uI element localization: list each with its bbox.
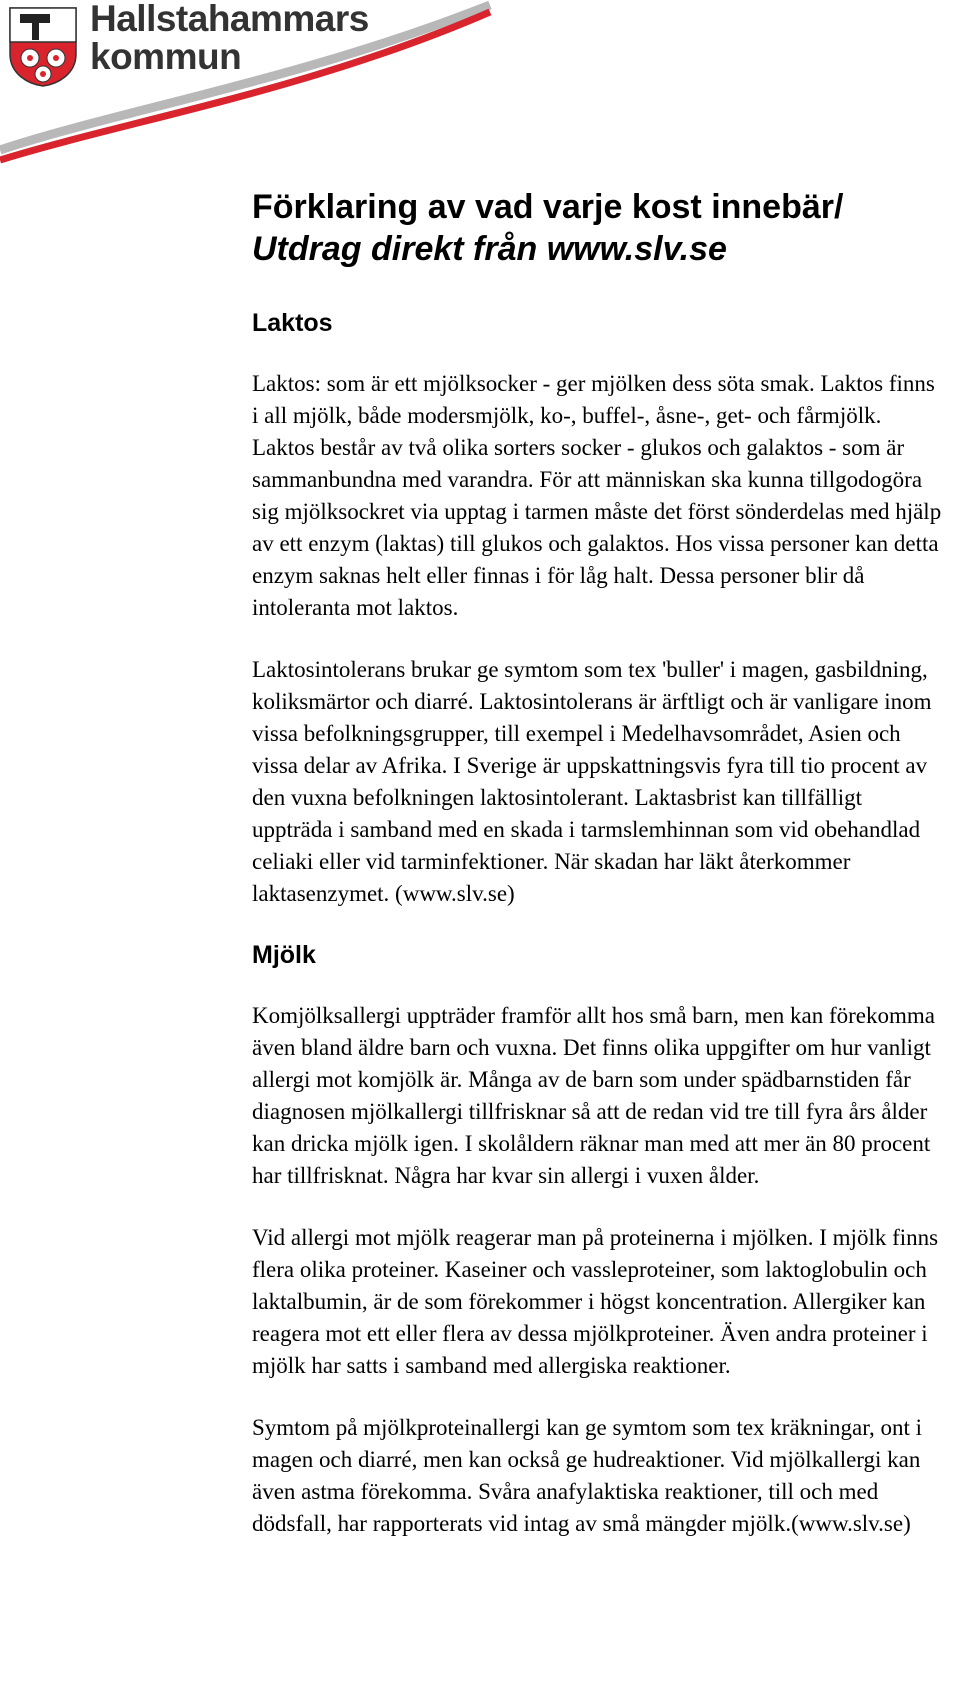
municipal-coat-of-arms-icon [8,6,78,88]
laktos-paragraph-2: Laktosintolerans brukar ge symtom som tex 'buller' i magen, gasbildning, koliksmärtor och diarré. Laktosintolerans är ärftligt och är vanligare inom vissa befolkningsgrupper, till exempel i Medelhavsområdet, Asien och vissa delar av Afrika. I Sverige är uppskattningsvis fyra till tio procent av den vuxna befolkningen laktosintolerant. Laktasbrist kan tillfälligt uppträda i samband med en skada i tarmslemhinnan som vid obehandlad celiaki eller vid tarminfektioner. När skadan har läkt återkommer laktasenzymet. (www.slv.se) [252,657,932,906]
document-body [252,186,942,1540]
laktos-paragraph-1: Laktos: som är ett mjölksocker - ger mjölken dess söta smak. Laktos finns i all mjölk, både modersmjölk, ko-, buffel-, åsne-, get- och fårmjölk. Laktos består av två olika sorters socker - glukos och galaktos - som är sammanbundna med varandra. För att människan ska kunna tillgodogöra sig mjölksockret via upptag i tarmen måste det först sönderdelas med hjälp av ett enzym (laktas) till glukos och galaktos. Hos vissa personer kan detta enzym saknas helt eller finnas i för låg halt. Dessa personer blir då intoleranta mot laktos. [252,371,942,620]
brand-line-2: kommun [90,36,242,77]
title-line-1: Förklaring av vad varje kost innebär/ [252,188,844,226]
page-header [0,0,960,175]
mjolk-paragraph-1: Komjölksallergi uppträder framför allt hos små barn, men kan förekomma även bland äldre barn och vuxna. Det finns olika uppgifter om hur vanligt allergi mot komjölk är. Många av de barn som under spädbarnstiden får diagnosen mjölkallergi tillfrisknar så att de redan vid tre till fyra års ålder kan dricka mjölk igen. I skolåldern räknar man med att mer än 80 procent har tillfrisknat. Några har kvar sin allergi i vuxen ålder. [252,1003,935,1188]
municipality-logo-text [90,0,369,76]
brand-line-1: Hallstahammars [90,0,369,39]
title-line-2: Utdrag direkt från www.slv.se [252,230,727,268]
mjolk-paragraph-2: Vid allergi mot mjölk reagerar man på proteinerna i mjölken. I mjölk finns flera olika proteiner. Kaseiner och vassleproteiner, som laktoglobulin och laktalbumin, är de som förekommer i högst koncentration. Allergiker kan reagera mot ett eller flera av dessa mjölkproteiner. Även andra proteiner i mjölk har satts i samband med allergiska reaktioner. [252,1225,939,1378]
mjolk-paragraph-3: Symtom på mjölkproteinallergi kan ge symtom som tex kräkningar, ont i magen och diarré, men kan också ge hudreaktioner. Vid mjölkallergi kan även astma förekomma. Svåra anafylaktiska reaktioner, till och med dödsfall, har rapporterats vid intag av små mängder mjölk.(www.slv.se) [252,1415,923,1536]
section-heading-laktos: Laktos [252,309,333,337]
document-title [252,186,942,270]
section-heading-mjolk: Mjölk [252,941,316,969]
